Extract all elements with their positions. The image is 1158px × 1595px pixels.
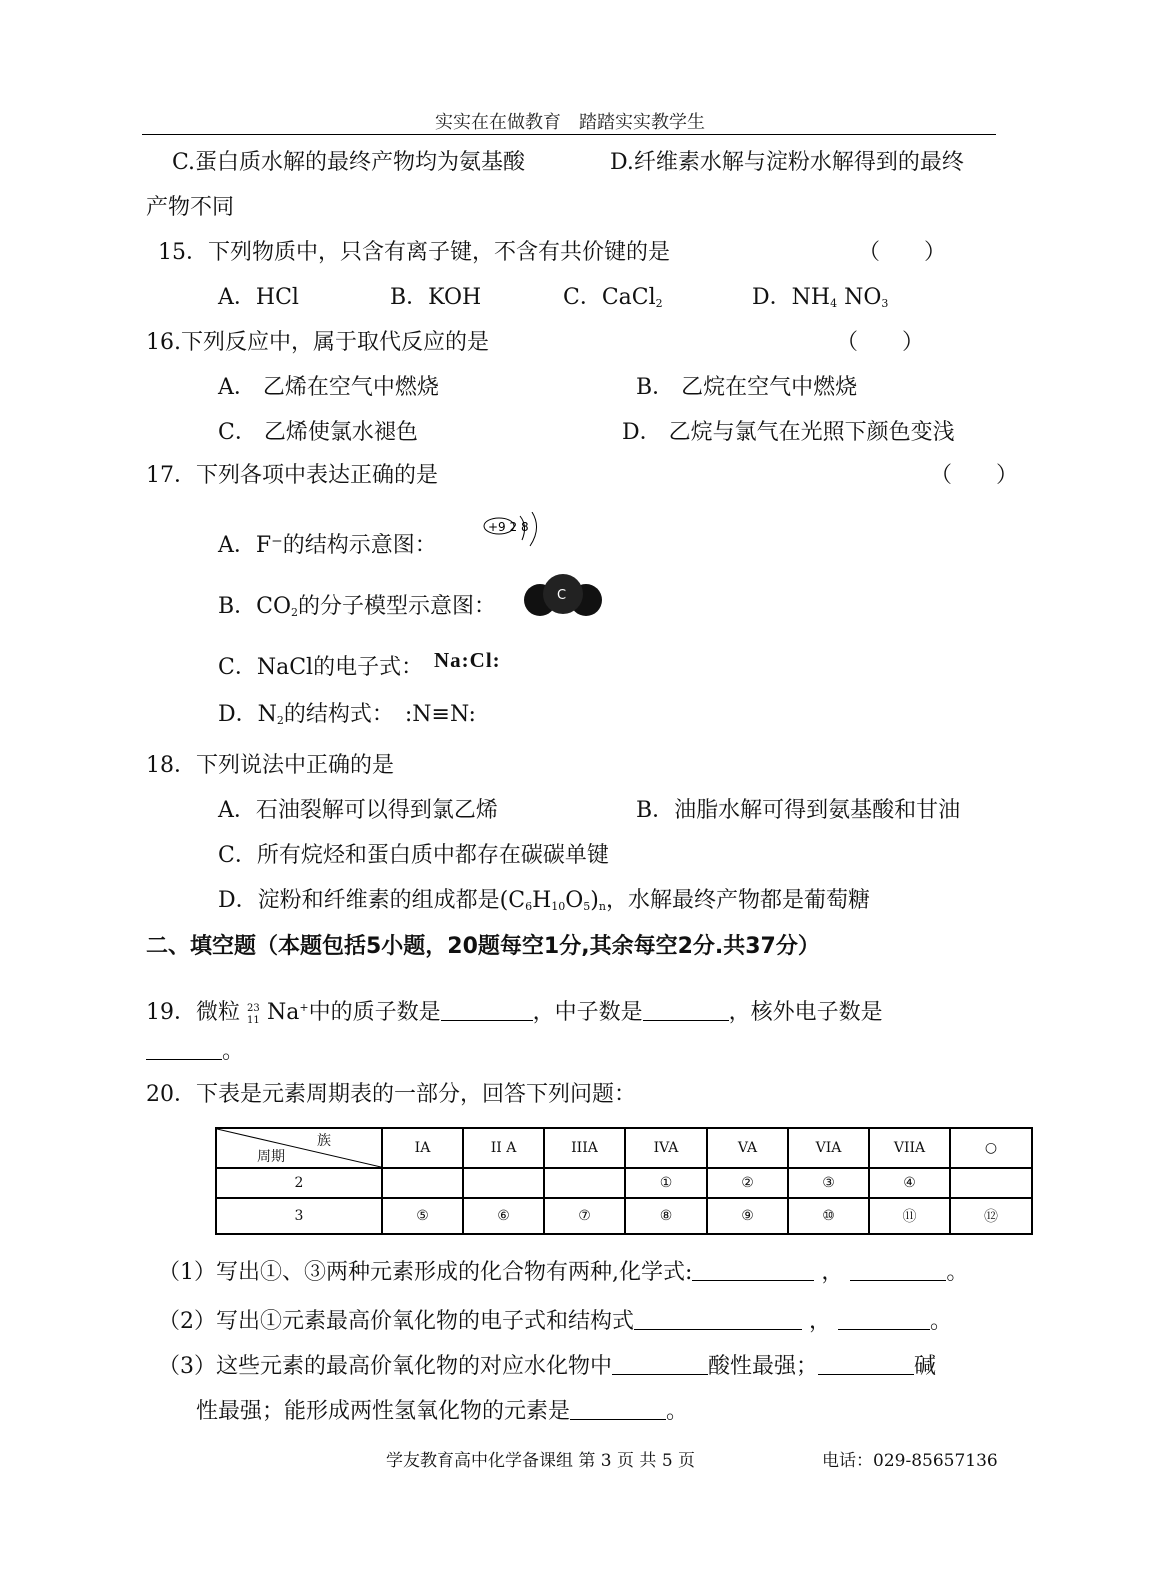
q15-option-b: B．KOH xyxy=(390,285,482,310)
subscript: 10 xyxy=(551,900,566,913)
period-cell: 2 xyxy=(216,1168,382,1198)
diagram-label: +9 2 8 xyxy=(488,520,529,534)
q15-option-a: A．HCl xyxy=(218,285,299,310)
q20-sub1 xyxy=(158,1259,968,1287)
q15-answer-paren: （ ） xyxy=(858,240,947,265)
periodic-table-fragment xyxy=(215,1127,1033,1235)
fluoride-structure-diagram xyxy=(482,512,562,548)
q20-sub3-cont xyxy=(196,1398,688,1426)
group-header: II A xyxy=(463,1128,544,1168)
element-cell: ⑤ xyxy=(382,1198,463,1234)
section-2-heading: 二、填空题（本题包括5小题，20题每空1分,其余每空2分.共37分） xyxy=(146,934,820,959)
text: 中的质子数是 xyxy=(308,1000,441,1025)
q18-option-b: B．油脂水解可得到氨基酸和甘油 xyxy=(636,798,961,823)
footer-page-info: 学友教育高中化学备课组 第 3 页 共 5 页 xyxy=(386,1451,696,1471)
element-cell: ② xyxy=(707,1168,788,1198)
element-cell: ⑧ xyxy=(625,1198,707,1234)
answer-blank[interactable] xyxy=(146,1039,222,1060)
page-header: 实实在在做教育 踏踏实实教学生 xyxy=(435,112,705,133)
group-header: IA xyxy=(382,1128,463,1168)
text: （1）写出①、③两种元素形成的化合物有两种,化学式: xyxy=(158,1260,693,1285)
element-cell: ⑩ xyxy=(788,1198,869,1234)
text: （3）这些元素的最高价氧化物的对应水化物中 xyxy=(158,1354,612,1379)
diagram-label: C xyxy=(557,588,567,603)
q17-option-b xyxy=(218,593,496,627)
q18-option-c: C．所有烷烃和蛋白质中都存在碳碳单键 xyxy=(218,843,609,868)
q15-option-c xyxy=(563,284,663,318)
q14-option-d: D.纤维素水解与淀粉水解得到的最终 xyxy=(610,150,964,175)
text: 性最强；能形成两性氢氧化物的元素是 xyxy=(196,1399,571,1424)
text: D．淀粉和纤维素的组成都是(C xyxy=(218,888,526,913)
element-cell: ⑫ xyxy=(950,1198,1032,1234)
co2-model-diagram xyxy=(518,572,608,618)
text: 19．微粒 xyxy=(146,1000,240,1025)
answer-blank[interactable] xyxy=(838,1309,930,1330)
text: Na xyxy=(267,1000,300,1025)
group-header: ○ xyxy=(950,1128,1032,1168)
q16-option-c: C． 乙烯使氯水褪色 xyxy=(218,420,418,445)
q14-option-c: C.蛋白质水解的最终产物均为氨基酸 xyxy=(172,150,526,175)
subscript: 2 xyxy=(276,714,284,727)
group-label: 族 xyxy=(317,1133,331,1149)
text: ) xyxy=(590,888,599,913)
text: H xyxy=(532,888,552,913)
text: （2）写出①元素最高价氧化物的电子式和结构式 xyxy=(158,1309,634,1334)
text: ， xyxy=(821,1260,844,1285)
group-header: VA xyxy=(707,1128,788,1168)
element-cell xyxy=(544,1168,625,1198)
period-cell: 3 xyxy=(216,1198,382,1234)
element-cell: ⑨ xyxy=(707,1198,788,1234)
q19 xyxy=(146,994,883,1027)
answer-blank[interactable] xyxy=(441,1000,533,1021)
text: 。 xyxy=(946,1260,969,1285)
mass-number: 23 xyxy=(247,1003,260,1014)
subscript: 2 xyxy=(291,606,299,619)
table-corner-cell xyxy=(216,1128,382,1168)
subscript: 2 xyxy=(655,297,663,310)
group-header: IVA xyxy=(625,1128,707,1168)
text: D．NH xyxy=(752,285,831,310)
text: D．N xyxy=(218,702,277,727)
text: ，中子数是 xyxy=(532,1000,643,1025)
group-header: IIIA xyxy=(544,1128,625,1168)
q19-cont xyxy=(146,1038,244,1066)
element-cell: ⑥ xyxy=(463,1198,544,1234)
period-label: 周期 xyxy=(257,1149,285,1165)
q16-option-d: D． 乙烷与氯气在光照下颜色变浅 xyxy=(622,420,955,445)
text: 。 xyxy=(930,1309,953,1334)
q20-sub2 xyxy=(158,1308,952,1336)
element-cell xyxy=(382,1168,463,1198)
text: C．CaCl xyxy=(563,285,656,310)
subscript: 6 xyxy=(525,900,533,913)
subscript: 3 xyxy=(881,297,889,310)
q16-option-b: B． 乙烷在空气中燃烧 xyxy=(636,375,858,400)
text: ，核外电子数是 xyxy=(728,1000,883,1025)
text: 碱 xyxy=(914,1354,937,1379)
text: NO xyxy=(837,285,882,310)
footer-phone: 电话：029-85657136 xyxy=(822,1451,998,1471)
atomic-number: 11 xyxy=(247,1015,260,1026)
element-cell: ⑪ xyxy=(869,1198,950,1234)
element-cell xyxy=(950,1168,1032,1198)
q17-option-d xyxy=(218,701,476,735)
q17-option-c: C．NaCl的电子式： xyxy=(218,655,424,680)
text: 的结构式： :N≡N: xyxy=(283,702,476,727)
group-header: VIA xyxy=(788,1128,869,1168)
subscript: 4 xyxy=(830,297,838,310)
element-cell: ⑦ xyxy=(544,1198,625,1234)
text: ， xyxy=(809,1309,832,1334)
q18-stem: 18．下列说法中正确的是 xyxy=(146,753,394,778)
text: 的分子模型示意图： xyxy=(298,594,497,619)
text: ，水解最终产物都是葡萄糖 xyxy=(605,888,870,913)
answer-blank[interactable] xyxy=(612,1354,708,1375)
table-row xyxy=(216,1168,1032,1198)
q17-answer-paren: （ ） xyxy=(930,463,1019,488)
answer-blank[interactable] xyxy=(570,1399,666,1420)
text: B．CO xyxy=(218,594,292,619)
element-cell: ③ xyxy=(788,1168,869,1198)
q16-option-a: A． 乙烯在空气中燃烧 xyxy=(218,375,439,400)
table-row xyxy=(216,1198,1032,1234)
charge: + xyxy=(299,1001,309,1014)
element-cell xyxy=(463,1168,544,1198)
answer-blank[interactable] xyxy=(643,1000,729,1021)
q15-option-d xyxy=(752,284,888,318)
answer-blank[interactable] xyxy=(850,1260,946,1281)
q18-option-d xyxy=(218,887,870,921)
q15-stem: 15．下列物质中，只含有离子键，不含有共价键的是 xyxy=(158,240,670,265)
answer-blank[interactable] xyxy=(692,1260,814,1281)
header-rule xyxy=(142,134,996,135)
group-header: VIIA xyxy=(869,1128,950,1168)
nuclide-notation xyxy=(247,999,267,1026)
q20-stem: 20．下表是元素周期表的一部分，回答下列问题： xyxy=(146,1082,636,1107)
q14-option-d-cont: 产物不同 xyxy=(146,195,235,220)
q16-stem: 16.下列反应中，属于取代反应的是 xyxy=(146,330,489,355)
q17-option-a: A．F⁻的结构示意图： xyxy=(218,533,437,558)
text: 。 xyxy=(222,1039,245,1064)
q17-stem: 17．下列各项中表达正确的是 xyxy=(146,463,438,488)
answer-blank[interactable] xyxy=(634,1309,802,1330)
q20-sub3 xyxy=(158,1353,936,1381)
q16-answer-paren: （ ） xyxy=(836,330,925,355)
nacl-electron-formula: Na:Cl: xyxy=(434,648,501,672)
text: 。 xyxy=(666,1399,689,1424)
subscript: n xyxy=(598,900,606,913)
answer-blank[interactable] xyxy=(818,1354,914,1375)
q18-option-a: A．石油裂解可以得到氯乙烯 xyxy=(218,798,498,823)
text: O xyxy=(565,888,584,913)
subscript: 5 xyxy=(583,900,591,913)
element-cell: ④ xyxy=(869,1168,950,1198)
text: 酸性最强； xyxy=(708,1354,819,1379)
element-cell: ① xyxy=(625,1168,707,1198)
